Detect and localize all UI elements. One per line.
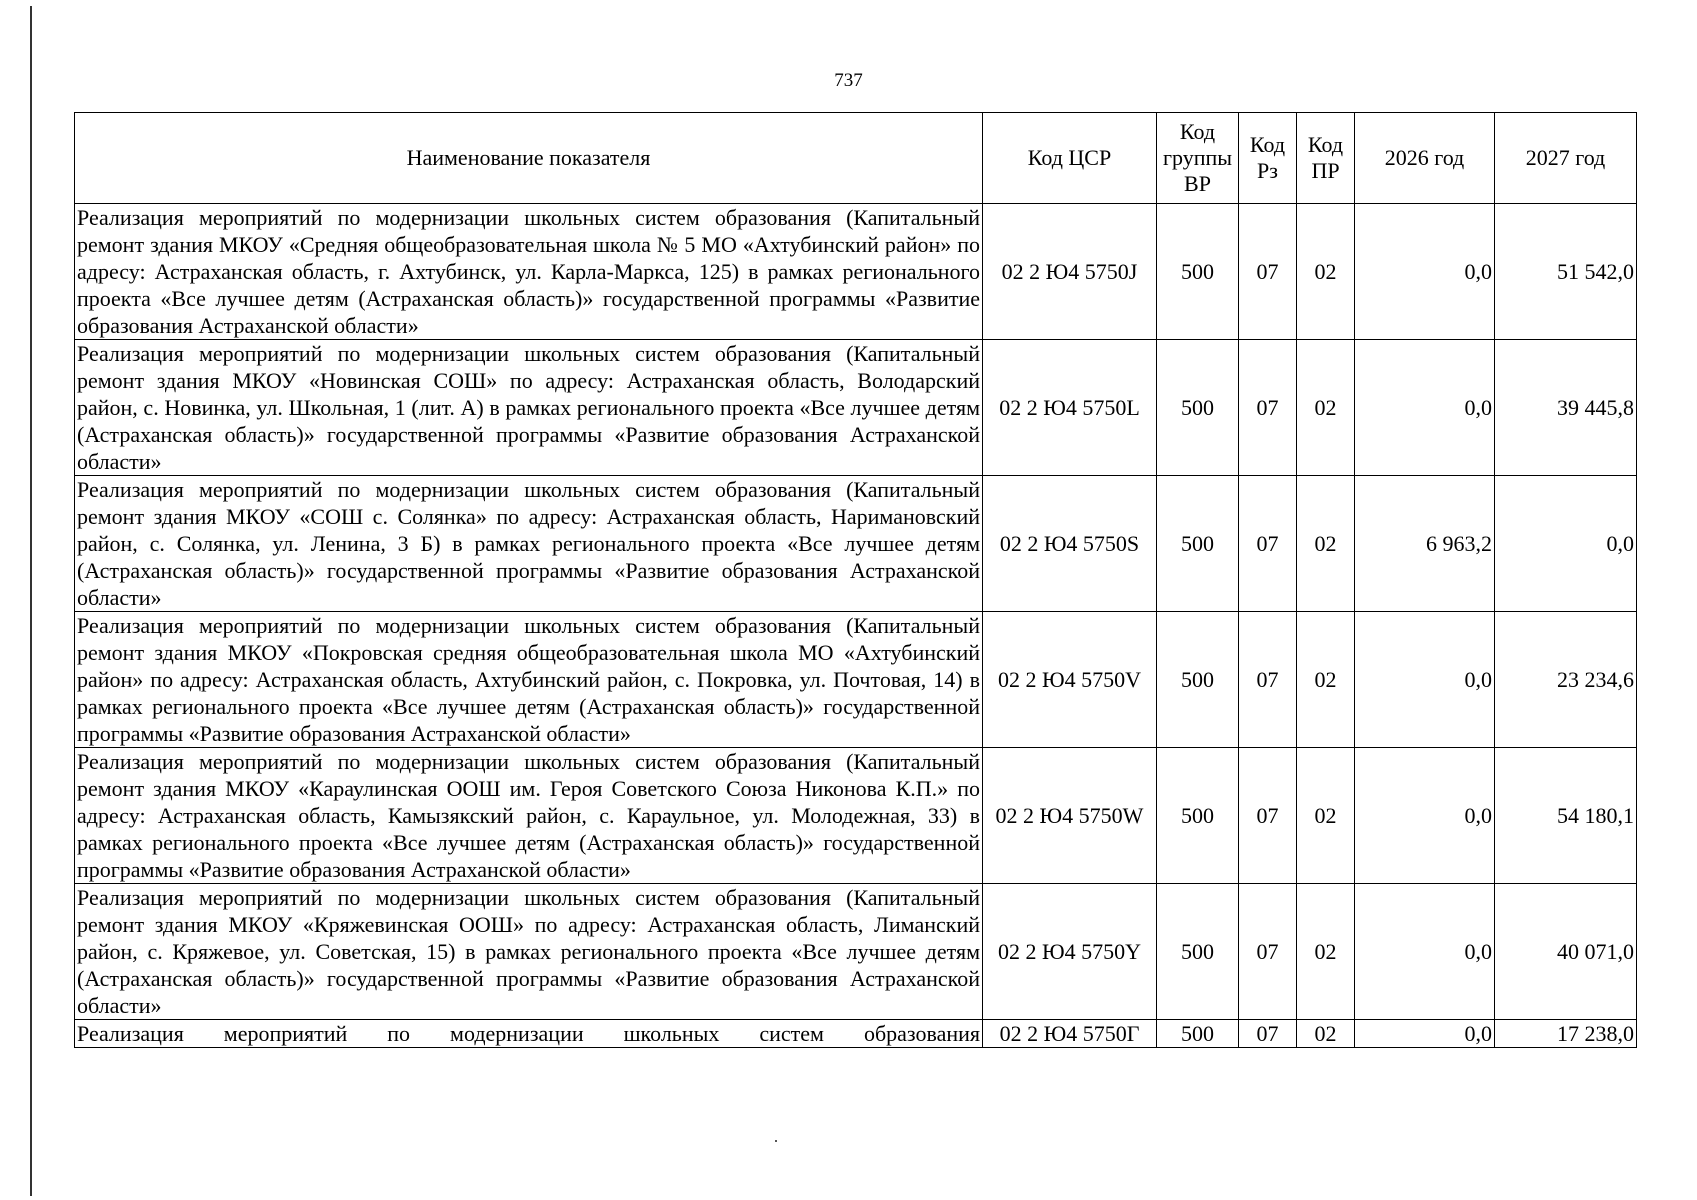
row-2027: 40 071,0 xyxy=(1495,884,1637,1020)
row-name: Реализация мероприятий по модернизации школьных систем образования (Капитальный ремонт здания МКОУ «Кряжевинская ООШ» по адресу: Астраханская область, Лиманский район, с. Кряжевое, ул. Советская, 15) в рамках регионального проекта «Все лучшее детям (Астраханская область)» государственной программы «Развитие образования Астраханской области» xyxy=(75,884,983,1020)
row-2027: 0,0 xyxy=(1495,476,1637,612)
budget-table xyxy=(74,112,1637,1048)
table-header-row xyxy=(75,113,1637,204)
table-row xyxy=(75,476,1637,612)
row-csr: 02 2 Ю4 5750L xyxy=(983,340,1157,476)
row-vr: 500 xyxy=(1157,476,1239,612)
table-row xyxy=(75,204,1637,340)
table-row xyxy=(75,1020,1637,1048)
row-name: Реализация мероприятий по модернизации школьных систем образования xyxy=(75,1020,983,1048)
row-2026: 0,0 xyxy=(1355,204,1495,340)
row-vr: 500 xyxy=(1157,340,1239,476)
table-row xyxy=(75,884,1637,1020)
row-2026: 0,0 xyxy=(1355,884,1495,1020)
row-name: Реализация мероприятий по модернизации школьных систем образования (Капитальный ремонт здания МКОУ «Караулинская ООШ им. Героя Советского Союза Никонова К.П.» по адресу: Астраханская область, Камызякский район, с. Караульное, ул. Молодежная, 33) в рамках регионального проекта «Все лучшее детям (Астраханская область)» государственной программы «Развитие образования Астраханской области» xyxy=(75,748,983,884)
row-2027: 23 234,6 xyxy=(1495,612,1637,748)
row-2027: 39 445,8 xyxy=(1495,340,1637,476)
row-csr: 02 2 Ю4 5750W xyxy=(983,748,1157,884)
header-2026: 2026 год xyxy=(1355,113,1495,204)
row-name: Реализация мероприятий по модернизации школьных систем образования (Капитальный ремонт здания МКОУ «Покровская средняя общеобразовательная школа МО «Ахтубинский район» по адресу: Астраханская область, Ахтубинский район, с. Покровка, ул. Почтовая, 14) в рамках регионального проекта «Все лучшее детям (Астраханская область)» государственной программы «Развитие образования Астраханской области» xyxy=(75,612,983,748)
row-rz: 07 xyxy=(1239,612,1297,748)
row-pr: 02 xyxy=(1297,884,1355,1020)
row-pr: 02 xyxy=(1297,340,1355,476)
header-pr: Код ПР xyxy=(1297,113,1355,204)
row-2026: 0,0 xyxy=(1355,748,1495,884)
row-2027: 17 238,0 xyxy=(1495,1020,1637,1048)
row-csr: 02 2 Ю4 5750J xyxy=(983,204,1157,340)
table-row xyxy=(75,340,1637,476)
row-csr: 02 2 Ю4 5750Y xyxy=(983,884,1157,1020)
row-2026: 0,0 xyxy=(1355,612,1495,748)
row-name: Реализация мероприятий по модернизации школьных систем образования (Капитальный ремонт здания МКОУ «СОШ с. Солянка» по адресу: Астраханская область, Наримановский район, с. Солянка, ул. Ленина, 3 Б) в рамках регионального проекта «Все лучшее детям (Астраханская область)» государственной программы «Развитие образования Астраханской области» xyxy=(75,476,983,612)
scan-dot xyxy=(775,1140,777,1142)
row-pr: 02 xyxy=(1297,476,1355,612)
row-2027: 51 542,0 xyxy=(1495,204,1637,340)
row-vr: 500 xyxy=(1157,748,1239,884)
row-pr: 02 xyxy=(1297,748,1355,884)
page-margin-rule xyxy=(30,6,32,1196)
header-2027: 2027 год xyxy=(1495,113,1637,204)
row-rz: 07 xyxy=(1239,340,1297,476)
row-vr: 500 xyxy=(1157,204,1239,340)
header-vr: Код группы ВР xyxy=(1157,113,1239,204)
row-2026: 6 963,2 xyxy=(1355,476,1495,612)
row-csr: 02 2 Ю4 5750Г xyxy=(983,1020,1157,1048)
table-row xyxy=(75,748,1637,884)
row-name: Реализация мероприятий по модернизации школьных систем образования (Капитальный ремонт здания МКОУ «Средняя общеобразовательная школа № 5 МО «Ахтубинский район» по адресу: Астраханская область, г. Ахтубинск, ул. Карла-Маркса, 125) в рамках регионального проекта «Все лучшее детям (Астраханская область)» государственной программы «Развитие образования Астраханской области» xyxy=(75,204,983,340)
row-vr: 500 xyxy=(1157,1020,1239,1048)
row-vr: 500 xyxy=(1157,612,1239,748)
row-vr: 500 xyxy=(1157,884,1239,1020)
row-rz: 07 xyxy=(1239,476,1297,612)
row-2026: 0,0 xyxy=(1355,340,1495,476)
header-name: Наименование показателя xyxy=(75,113,983,204)
row-name: Реализация мероприятий по модернизации школьных систем образования (Капитальный ремонт здания МКОУ «Новинская СОШ» по адресу: Астраханская область, Володарский район, с. Новинка, ул. Школьная, 1 (лит. А) в рамках регионального проекта «Все лучшее детям (Астраханская область)» государственной программы «Развитие образования Астраханской области» xyxy=(75,340,983,476)
row-csr: 02 2 Ю4 5750S xyxy=(983,476,1157,612)
row-rz: 07 xyxy=(1239,204,1297,340)
row-rz: 07 xyxy=(1239,748,1297,884)
page-number: 737 xyxy=(834,70,863,91)
row-2026: 0,0 xyxy=(1355,1020,1495,1048)
row-pr: 02 xyxy=(1297,204,1355,340)
row-rz: 07 xyxy=(1239,884,1297,1020)
row-pr: 02 xyxy=(1297,1020,1355,1048)
header-csr: Код ЦСР xyxy=(983,113,1157,204)
row-csr: 02 2 Ю4 5750V xyxy=(983,612,1157,748)
header-rz: Код Рз xyxy=(1239,113,1297,204)
row-pr: 02 xyxy=(1297,612,1355,748)
table-row xyxy=(75,612,1637,748)
row-rz: 07 xyxy=(1239,1020,1297,1048)
row-2027: 54 180,1 xyxy=(1495,748,1637,884)
